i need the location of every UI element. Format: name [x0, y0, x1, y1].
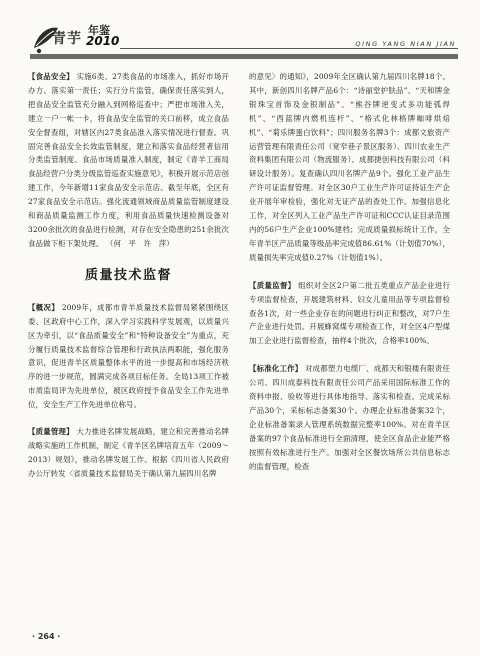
overview-text: 2009年，成都市青羊质量技术监督局紧紧围绕区委、区政府中心工作，深入学习实践科学发展观，以质量兴区为牵引，以“食品质量安全”和“特种设备安全”为重点，充分履行质量技术监督综合管理和行政执法两职能，强化服务意识，促进青羊区质量整体水平的进一步提高和市场经济秩序的进一步规范，圆满完成各项目标任务。全局13项工作被市质监局评为先进单位，被区政府授予食品安全工作先进单位，安全生产工作先进单位称号。	[28, 302, 229, 410]
right-column	[249, 70, 450, 473]
food-safety-label: 【食品安全】	[28, 72, 74, 81]
food-safety-signature: （何 平 许 萍）	[105, 238, 174, 248]
quality-management-text: 大力推进名牌发展战略，建立和完善推动名牌战略实施的工作机制，制定《青羊区名牌培育五年（2009～2013）规划》，推动名牌发展工作。根据《四川省人民政府办公厅转发〈省质量技术监督局关于确认第九届四川名牌	[28, 427, 229, 478]
standardization-paragraph	[249, 362, 450, 473]
standardization-label: 【标准化工作】	[249, 364, 303, 374]
page-number: · 264 ·	[32, 632, 61, 641]
continued-paragraph	[249, 70, 450, 265]
header-bar	[30, 54, 458, 59]
section-title: 质量技术监督	[84, 267, 172, 283]
food-safety-paragraph	[28, 70, 229, 251]
food-safety-text: 实施6类、27类食品的市场准入，抓好市场开办方、落实第一责任；实行分片监管，确保责任落实到人，把食品安全监管充分融入到网格巡查中；严把市场准入关，建立一户一帐一卡，将食品安全监管的关口前移，成立食品安全督查组，对辖区内27类食品准入落实情况进行督查。巩固完善食品安全长效监管制度，建立和落实食品经营者信用分类监管制度、食品市场质量准入制度，制定《青羊工商局食品经营户分类分级监管巡查实施意见》，积极开展示范店创建工作，今年新增11家食品安全示范店。截至年底，全区有27家食品安全示范店。强化流通领域商品质量监管制度建设和商品质量监测工作力度，利用食品质量快速检测设备对3200余批次的食品进行检测，对存在安全隐患的251余批次食品做下柜下架处理。	[28, 72, 230, 248]
quality-management-label: 【质量管理】	[28, 427, 74, 437]
yearbook-word: 年鉴	[88, 24, 110, 37]
quality-supervision-text: 组织对全区2户第二批五类重点产品企业进行专项监督检查，开展建筑材料、妇女儿童用品等专项监督检查各1次，对一些企业存在的问题进行纠正和整改，对7户生产企业进行处罚。开展蜂窝煤专项检查工作，对全区4户型煤加工企业进行监督检查，抽样4个批次，合格率100%。	[249, 280, 451, 346]
left-column	[28, 70, 229, 481]
overview-paragraph	[28, 301, 229, 412]
header-thin-rule	[120, 48, 458, 49]
brand-text: 青芋	[52, 31, 82, 47]
page-header	[0, 0, 480, 64]
yearbook-year: 2010	[86, 34, 120, 48]
running-head: QING YANG NIAN JIAN	[355, 40, 456, 48]
overview-label: 【概况】	[28, 302, 60, 312]
quality-supervision-paragraph	[249, 279, 450, 349]
continued-text: 的意见〉的通知》，2009年全区确认第九届四川名牌18个。其中，新创四川名牌产品6个：“诗丽堂护肤品”、“天和牌金银珠宝首饰及金银制品”、“熊谷牌逆变式多功能弧焊机”、“西蓝牌内燃机连杆”、“格式化林格牌咖啡烘焙机”、“菊乐牌蛋白饮料”；四川服务名牌3个：成都文旅资产运营管理有限责任公司（宽窄巷子景区服务）、四川农业生产资料集团有限公司（物流服务）、成都捷创科技有限公司（科研设计服务）。复查确认四川名牌产品9个。强化工业产品生产许可证监督管理。对全区30户工业生产许可证持证生产企业开展年审检验，强化对无证产品的查处工作。加强信息化工作，对全区列入工业产品生产许可证和CCC认证目录范围内的56户生产企业100%建档；完成质量损标统计工作，全年青羊区产品质量等级品率完成值86.61%（计划值70%），质量损失率完成值0.27%（计划值1%）。	[249, 72, 450, 262]
standardization-text: 对成都塑力电缆厂、成都天和银楼有限责任公司、四川成泰科技有限责任公司产品采用国际标准工作的资料申报、验收等进行具体地指导、落实和检查。完成采标产品30个，采标标志备案30个。办理企业标准备案32个，企业标准备案录入管理系统数据完整率100%。对在青羊区备案的97个食品标准进行全面清理，使全区食品企业能严格按照有效标准进行生产。加强对全区餐饮场所公共信息标志的监督管理，检查	[249, 364, 450, 471]
quality-supervision-label: 【质量监督】	[249, 280, 296, 290]
quality-management-paragraph	[28, 425, 229, 481]
